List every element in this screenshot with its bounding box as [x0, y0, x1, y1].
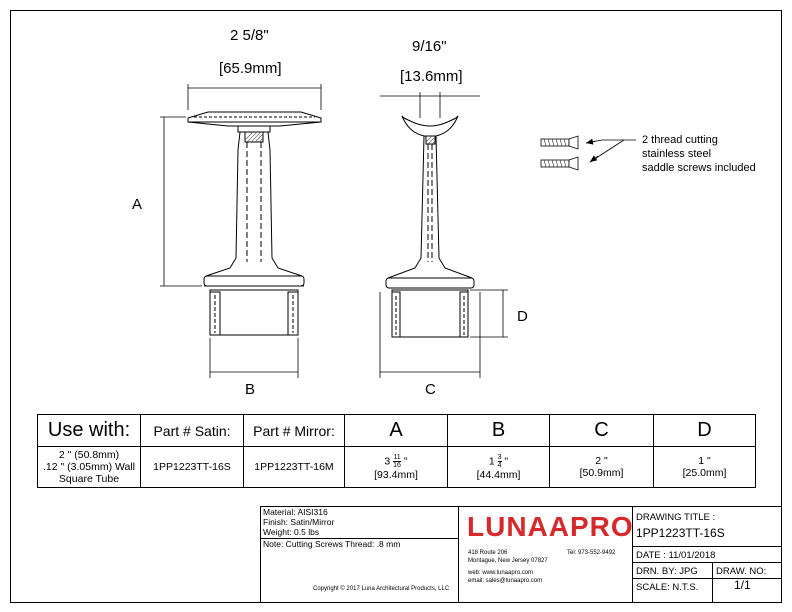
- dim-label-a: A: [132, 196, 143, 213]
- side-saddle-curve: [404, 118, 456, 126]
- front-dimensions: [160, 84, 321, 378]
- header-part-satin: Part # Satin:: [141, 415, 244, 447]
- screw-1: [541, 136, 578, 149]
- cell-c: 2 " [50.9mm]: [550, 447, 654, 488]
- material: Material: AISI316: [263, 507, 328, 517]
- website: web: www.lunaapro.com: [468, 570, 534, 576]
- front-view: [188, 112, 321, 335]
- side-dimensions: [380, 92, 508, 378]
- address-line2: Montague, New Jersey 07827: [468, 558, 548, 564]
- header-b: B: [448, 415, 550, 447]
- drawn-by: DRN. BY: JPG: [636, 566, 698, 577]
- top-width-frac: 2 5/8": [230, 27, 269, 44]
- leader-lines: [586, 140, 636, 162]
- header-a: A: [345, 415, 448, 447]
- draw-no-label: DRAW. NO:: [716, 566, 767, 577]
- front-stem-right: [268, 132, 302, 276]
- front-base: [204, 276, 304, 286]
- address-line1: 418 Route 206: [468, 550, 508, 556]
- side-width-frac: 9/16": [412, 38, 447, 55]
- side-stem-left: [388, 136, 424, 278]
- header-d: D: [654, 415, 756, 447]
- email: email: sales@lunaapro.com: [468, 578, 543, 584]
- date: DATE : 11/01/2018: [636, 550, 716, 561]
- screw-note-line3: saddle screws included: [642, 162, 756, 174]
- top-width-mm: [65.9mm]: [219, 60, 282, 77]
- company-logo: LUNAAPRO: [467, 511, 634, 542]
- side-width-mm: [13.6mm]: [400, 68, 463, 85]
- cell-part-mirror: 1PP1223TT-16M: [244, 447, 345, 488]
- side-stem-right: [436, 136, 472, 278]
- scale: SCALE: N.T.S.: [636, 582, 699, 593]
- telephone: Tel: 973-552-9492: [567, 550, 616, 556]
- finish: Finish: Satin/Mirror: [263, 517, 335, 527]
- front-insert: [210, 290, 298, 335]
- weight: Weight: 0.5 lbs: [263, 527, 320, 537]
- drawing-title: 1PP1223TT-16S: [636, 526, 725, 540]
- cell-a: 3 $\frac{11}{16}$ " [93.4mm]: [345, 447, 448, 488]
- cell-d: 1 " [25.0mm]: [654, 447, 756, 488]
- copyright: Copyright © 2017 Luna Architectural Products, LLC: [313, 586, 450, 592]
- screw-note-line2: stainless steel: [642, 148, 712, 160]
- side-insert: [392, 290, 468, 337]
- cell-b: 1 $\frac{3}{4}$ " [44.4mm]: [448, 447, 550, 488]
- dim-label-c: C: [425, 381, 436, 398]
- screw-note: [642, 133, 756, 175]
- cell-use-with: 2 " (50.8mm) .12 " (3.05mm) Wall Square Tube: [38, 447, 141, 488]
- spec-table: [37, 414, 756, 488]
- draw-no: 1/1: [734, 578, 751, 592]
- header-use-with: Use with:: [38, 415, 141, 447]
- spec-data-row: [38, 447, 756, 488]
- front-stem-left: [206, 132, 240, 276]
- screws: [541, 136, 636, 170]
- dim-label-d: D: [517, 308, 528, 325]
- screw-note-line1: 2 thread cutting: [642, 134, 718, 146]
- drawing-title-label: DRAWING TITLE :: [636, 512, 716, 523]
- header-part-mirror: Part # Mirror:: [244, 415, 345, 447]
- front-neck: [238, 126, 270, 132]
- dim-label-b: B: [245, 381, 256, 398]
- header-c: C: [550, 415, 654, 447]
- screw-2: [541, 157, 578, 170]
- side-view: [386, 116, 474, 337]
- note: Note: Cutting Screws Thread: .8 mm: [263, 539, 401, 549]
- side-base: [386, 278, 474, 288]
- cell-part-satin: 1PP1223TT-16S: [141, 447, 244, 488]
- spec-header-row: [38, 415, 756, 447]
